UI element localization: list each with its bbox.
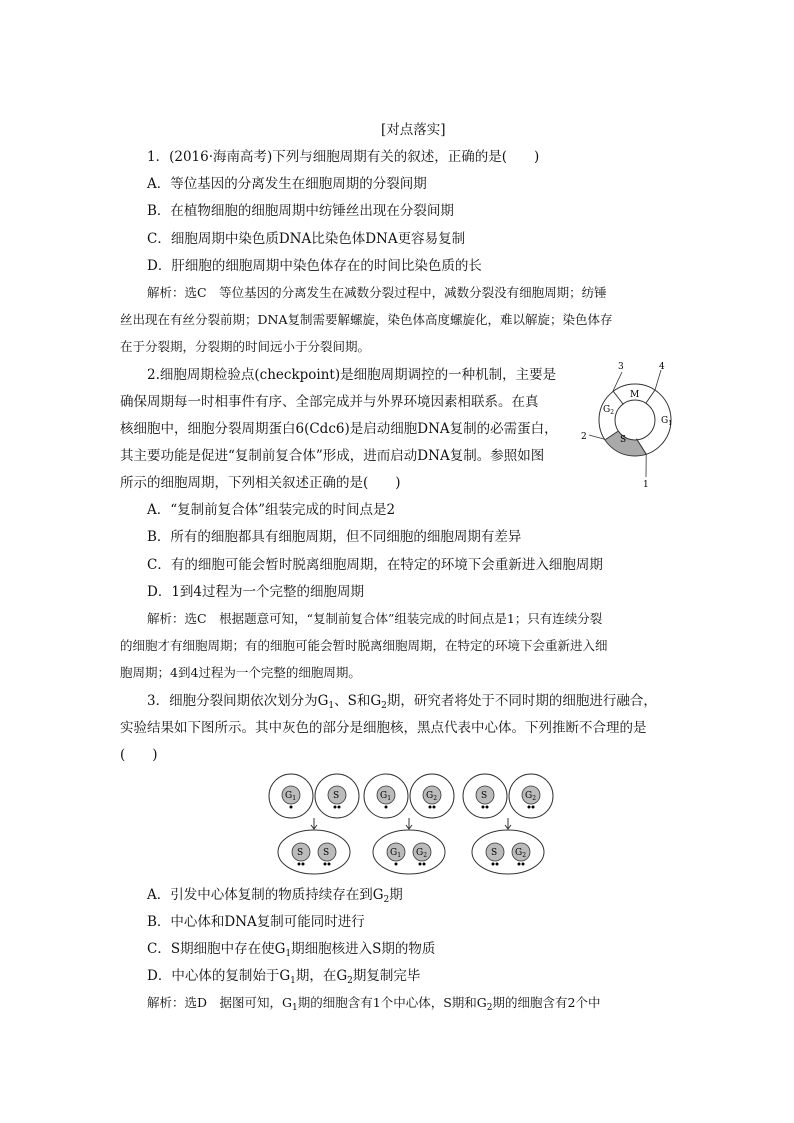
label-s: S xyxy=(620,435,627,445)
svg-text:S: S xyxy=(333,791,340,801)
q1-explanation-line-3: 在于分裂期，分裂期的时间远小于分裂间期。 xyxy=(120,339,371,354)
q2-stem-line-1: 2.细胞周期检验点(checkpoint)是细胞周期调控的一种机制，主要是 xyxy=(147,367,557,383)
svg-text:G2: $G_2$ xyxy=(426,791,438,802)
svg-text:G1: $G_1$ xyxy=(390,848,402,859)
label-3: 3 xyxy=(618,362,624,372)
fusion-group-2 xyxy=(364,774,454,874)
q1-question: 下列与细胞周期有关的叙述，正确的是( ) xyxy=(272,149,540,165)
cell-fusion-diagram xyxy=(265,768,565,878)
svg-text:S: S xyxy=(491,848,498,858)
label-m: M xyxy=(630,390,640,400)
q1-option-c: C．细胞周期中染色质DNA比染色体DNA更容易复制 xyxy=(147,231,466,247)
svg-text:G2: $G_2$ xyxy=(416,848,428,859)
q3-stem-line-2: 实验结果如下图所示。其中灰色的部分是细胞核，黑点代表中心体。下列推断不合理的是 xyxy=(120,720,647,736)
q1-option-d: D．肝细胞的细胞周期中染色体存在的时间比染色质的长 xyxy=(147,258,482,274)
q1-option-b: B．在植物细胞的细胞周期中纺锤丝出现在分裂间期 xyxy=(147,203,454,219)
q3-stem-line-3: ( ) xyxy=(120,747,158,763)
fusion-group-3 xyxy=(463,774,553,874)
q2-explanation-line-3: 胞周期；4到4过程为一个完整的细胞周期。 xyxy=(120,665,361,680)
q2-stem-line-5: 所示的细胞周期，下列相关叙述正确的是( ) xyxy=(120,475,401,491)
q1-number: 1． xyxy=(147,149,170,165)
pointer-4 xyxy=(655,370,661,390)
q3-stem-line-1: 3．细胞分裂间期依次划分为$G_1$、S和$G_2$期，研究者将处于不同时期的细胞进行融合， xyxy=(147,693,657,711)
q1-source: (2016·海南高考) xyxy=(169,149,273,165)
svg-text:S: S xyxy=(481,791,488,801)
q3-explanation-line-1: 解析：选D 据图可知，$G_1$期的细胞含有1个中心体，S期和$G_2$期的细胞含有2个中 xyxy=(147,995,601,1013)
svg-text:G2: $G_2$ xyxy=(515,848,527,859)
q3-option-c: C．S期细胞中存在使$G_1$期细胞核进入S期的物质 xyxy=(147,941,436,959)
label-2: 2 xyxy=(581,432,587,442)
fusion-group-1 xyxy=(269,774,359,874)
label-1: 1 xyxy=(643,480,649,490)
label-g1: $G_1$ xyxy=(661,416,673,427)
q1-explanation-line-2: 丝出现在有丝分裂前期；DNA复制需要解螺旋，染色体高度螺旋化，难以解旋；染色体存 xyxy=(120,312,613,327)
q2-stem-line-3: 核细胞中，细胞分裂周期蛋白6(Cdc6)是启动细胞DNA复制的必需蛋白， xyxy=(120,421,558,437)
q2-explanation-line-1: 解析：选C 根据题意可知，“复制前复合体”组装完成的时间点是1；只有连续分裂 xyxy=(147,611,603,626)
q2-stem-line-4: 其主要功能是促进“复制前复合体”形成，进而启动DNA复制。参照如图 xyxy=(120,448,545,464)
q2-option-d: D．1到4过程为一个完整的细胞周期 xyxy=(147,584,365,600)
q2-option-b: B．所有的细胞都具有细胞周期，但不同细胞的细胞周期有差异 xyxy=(147,529,522,545)
q1-option-a: A．等位基因的分离发生在细胞周期的分裂间期 xyxy=(147,176,427,192)
q2-explanation-line-2: 的细胞才有细胞周期；有的细胞可能会暂时脱离细胞周期，在特定的环境下会重新进入细 xyxy=(120,638,608,653)
svg-text:G1: $G_1$ xyxy=(380,791,392,802)
svg-text:S: S xyxy=(297,848,304,858)
label-g2: $G_2$ xyxy=(603,405,615,416)
q2-stem-line-2: 确保周期每一时相事件有序、全部完成并与外界环境因素相联系。在真 xyxy=(120,394,539,410)
label-4: 4 xyxy=(659,362,665,372)
svg-text:S: S xyxy=(323,848,330,858)
q3-option-d: D．中心体的复制始于$G_1$期，在$G_2$期复制完毕 xyxy=(147,968,421,986)
divider-3 xyxy=(613,391,623,404)
section-header: [对点落实] xyxy=(381,122,446,138)
q1-explanation-line-1: 解析：选C 等位基因的分离发生在减数分裂过程中，减数分裂没有细胞周期；纺锤 xyxy=(147,285,607,300)
inner-ring xyxy=(615,400,655,440)
q1-stem xyxy=(147,147,539,167)
svg-text:G2: $G_2$ xyxy=(525,791,537,802)
svg-text:G1: $G_1$ xyxy=(285,791,297,802)
q2-option-a: A．“复制前复合体”组装完成的时间点是2 xyxy=(147,502,396,518)
cell-cycle-diagram xyxy=(575,360,685,490)
q3-option-b: B．中心体和DNA复制可能同时进行 xyxy=(147,914,365,930)
q3-option-a: A．引发中心体复制的物质持续存在到$G_2$期 xyxy=(147,887,403,905)
divider-4 xyxy=(646,390,655,403)
q2-option-c: C．有的细胞可能会暂时脱离细胞周期，在特定的环境下会重新进入细胞周期 xyxy=(147,557,603,573)
